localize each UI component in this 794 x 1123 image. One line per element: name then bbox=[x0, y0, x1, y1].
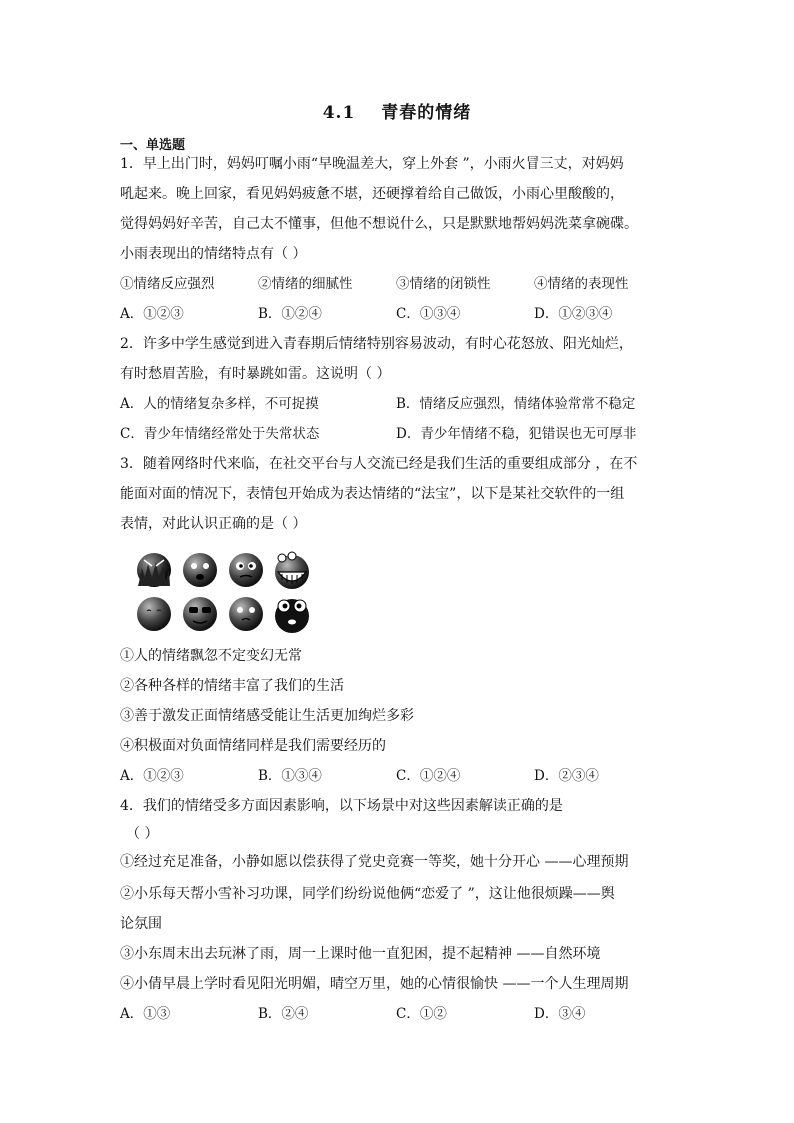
q1-statement: ④情绪的表现性 bbox=[534, 276, 629, 292]
section-heading: 一、单选题 bbox=[120, 138, 186, 153]
q1-line-4: 小雨表现出的情绪特点有（ ） bbox=[120, 246, 307, 262]
q1-statement: ①情绪反应强烈 bbox=[120, 276, 215, 292]
q3-statement-4: ④积极面对负面情绪同样是我们需要经历的 bbox=[120, 738, 386, 754]
q1-options bbox=[120, 304, 680, 324]
q2-option-b[interactable]: B．情绪反应强烈，情绪体验常常不稳定 bbox=[396, 396, 636, 412]
q4-line-2: （ ） bbox=[126, 826, 159, 842]
q3-line-2: 能面对面的情况下，表情包开始成为表达情绪的“法宝”，以下是某社交软件的一组 bbox=[120, 486, 625, 502]
q1-statement: ③情绪的闭锁性 bbox=[396, 276, 491, 292]
q4-option-a[interactable]: A．①③ bbox=[120, 1006, 171, 1022]
q2-option-a[interactable]: A．人的情绪复杂多样，不可捉摸 bbox=[120, 396, 319, 412]
q4-option-b[interactable]: B．②④ bbox=[258, 1006, 309, 1022]
q2-option-d[interactable]: D．青少年情绪不稳，犯错误也无可厚非 bbox=[396, 426, 637, 442]
q4-statement-2-cont: 论氛围 bbox=[120, 916, 162, 932]
q3-options bbox=[120, 766, 680, 786]
q1-line-1: 1．早上出门时，妈妈叮嘱小雨“早晚温差大，穿上外套 ”，小雨火冒三丈，对妈妈 bbox=[120, 156, 624, 172]
q4-statement-2: ②小乐每天帮小雪补习功课，同学们纷纷说他俩“恋爱了 ”，这让他很烦躁——舆 bbox=[120, 886, 615, 902]
q2-options-row-1 bbox=[120, 394, 680, 414]
q3-option-a[interactable]: A．①②③ bbox=[120, 768, 184, 784]
q3-option-c[interactable]: C．①②④ bbox=[396, 768, 461, 784]
emoji-set-image bbox=[130, 548, 330, 638]
q3-line-1: 3．随着网络时代来临，在社交平台与人交流已经是我们生活的重要组成部分 ，在不 bbox=[120, 456, 638, 472]
q1-statement: ②情绪的细腻性 bbox=[258, 276, 353, 292]
q4-line-1: 4．我们的情绪受多方面因素影响，以下场景中对这些因素解读正确的是 bbox=[120, 798, 563, 814]
page-title bbox=[0, 98, 794, 123]
q3-option-b[interactable]: B．①③④ bbox=[258, 768, 322, 784]
q3-statement-1: ①人的情绪飘忽不定变幻无常 bbox=[120, 648, 302, 664]
cool-face-icon bbox=[183, 597, 217, 631]
q4-statement-4: ④小倩早晨上学时看见阳光明媚，晴空万里，她的心情很愉快 ——一个人生理周期 bbox=[120, 976, 629, 992]
q4-statement-3: ③小东周末出去玩淋了雨，周一上课时他一直犯困，提不起精神 ——自然环境 bbox=[120, 946, 601, 962]
lesson-number: 4.1 bbox=[322, 103, 356, 123]
sad-face-icon bbox=[137, 597, 171, 631]
q4-options bbox=[120, 1004, 680, 1024]
q1-option-c[interactable]: C．①③④ bbox=[396, 306, 461, 322]
q3-line-3: 表情，对此认识正确的是（ ） bbox=[120, 516, 307, 532]
q4-option-c[interactable]: C．①② bbox=[396, 1006, 447, 1022]
q4-statement-1: ①经过充足准备，小静如愿以偿获得了党史竞赛一等奖，她十分开心 ——心理预期 bbox=[120, 854, 629, 870]
q2-line-1: 2．许多中学生感觉到进入青春期后情绪特别容易波动，有时心花怒放、阳光灿烂， bbox=[120, 336, 633, 352]
q1-line-3: 觉得妈妈好辛苦，自己太不懂事，但他不想说什么，只是默默地帮妈妈洗菜拿碗碟。 bbox=[120, 216, 638, 232]
worried-face-icon bbox=[183, 553, 217, 587]
surprised-face-icon bbox=[229, 553, 263, 587]
q3-statement-2: ②各种各样的情绪丰富了我们的生活 bbox=[120, 678, 344, 694]
grinning-face-icon bbox=[275, 552, 309, 589]
q1-option-a[interactable]: A．①②③ bbox=[120, 306, 184, 322]
q1-line-2: 吼起来。晚上回家，看见妈妈疲惫不堪，还硬撑着给自己做饭，小雨心里酸酸的， bbox=[120, 186, 624, 202]
angry-face-icon bbox=[137, 553, 171, 587]
q1-option-b[interactable]: B．①②④ bbox=[258, 306, 322, 322]
shocked-face-icon bbox=[275, 599, 309, 633]
q1-option-d[interactable]: D．①②③④ bbox=[534, 306, 613, 322]
q3-option-d[interactable]: D．②③④ bbox=[534, 768, 599, 784]
q4-option-d[interactable]: D．③④ bbox=[534, 1006, 586, 1022]
q1-statements bbox=[120, 274, 680, 294]
q3-statement-3: ③善于激发正面情绪感受能让生活更加绚烂多彩 bbox=[120, 708, 414, 724]
wink-face-icon bbox=[229, 597, 263, 631]
lesson-title: 青春的情绪 bbox=[381, 103, 472, 123]
q2-option-c[interactable]: C．青少年情绪经常处于失常状态 bbox=[120, 426, 320, 442]
q2-line-2: 有时愁眉苦脸，有时暴跳如雷。这说明（ ） bbox=[120, 366, 391, 382]
q2-options-row-2 bbox=[120, 424, 680, 444]
